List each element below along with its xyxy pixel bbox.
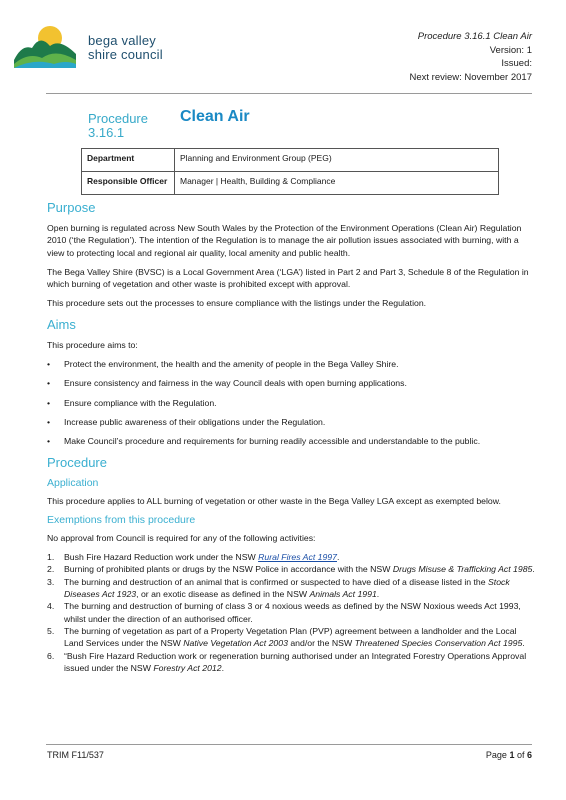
bullet-icon: • xyxy=(47,416,51,427)
bullet-icon: • xyxy=(47,397,51,408)
list-item: • Make Council’s procedure and requirements for burning readily accessible and understandable to the public. xyxy=(47,436,481,447)
council-wordmark xyxy=(88,34,163,62)
aims-list xyxy=(47,358,535,447)
info-table xyxy=(81,148,499,195)
bullet-icon: • xyxy=(47,378,51,389)
list-item: 6. “Bush Fire Hazard Reduction work or regeneration burning authorised under an Integrated Forestry Operations Approval issued under the NSW Forestry Act 2012. xyxy=(47,650,527,673)
table-key: Responsible Officer xyxy=(82,172,175,195)
table-key: Department xyxy=(82,149,175,172)
document-body xyxy=(47,200,535,674)
document-meta xyxy=(410,30,533,84)
list-item: • Protect the environment, the health and the amenity of people in the Bega Valley Shire. xyxy=(47,359,399,370)
rural-fires-act-link[interactable]: Rural Fires Act 1997 xyxy=(258,552,337,563)
exemptions-heading: Exemptions from this procedure xyxy=(47,513,196,526)
page-number: Page 1 of 6 xyxy=(485,750,532,760)
list-item: • Ensure compliance with the Regulation. xyxy=(47,397,217,408)
logo-line-2: shire council xyxy=(88,47,163,62)
page-title: Clean Air xyxy=(180,108,250,125)
doc-next-review: Next review: November 2017 xyxy=(409,71,532,83)
list-item: 3. The burning and destruction of an animal that is confirmed or suspected to have died of a disease listed in the Stock Diseases Act 1923, or an exotic disease as defined in the NSW Animals Act 1991. xyxy=(47,576,510,600)
procedure-heading: Procedure xyxy=(47,454,107,470)
council-logo xyxy=(14,24,76,68)
list-item: 5. The burning of vegetation as part of a Property Vegetation Plan (PVP) agreement between a landholder and the Local Land Services under the NSW Native Vegetation Act 2003 and/or the NSW Threatened Species Conservation Act 1995. xyxy=(47,625,525,649)
exemptions-intro: No approval from Council is required for any of the following activities: xyxy=(47,532,316,543)
procedure-label-line1: Procedure xyxy=(88,111,148,126)
bullet-icon: • xyxy=(47,359,51,370)
list-item: • Increase public awareness of their obligations under the Regulation. xyxy=(47,416,326,427)
procedure-label xyxy=(88,112,168,140)
trim-reference: TRIM F11/537 xyxy=(47,750,104,760)
application-heading: Application xyxy=(47,476,99,489)
exemptions-list xyxy=(47,551,535,674)
purpose-paragraph-1: Open burning is regulated across New South Wales by the Protection of the Environment Operations (Clean Air) Regulation 2010 (‘the Regulation’). The intention of the Regulation is to manage the air pollution issues associated with burning, with a view to protecting local and regional air quality, local amenity and public health. xyxy=(47,223,522,258)
table-row xyxy=(82,149,499,172)
aims-heading: Aims xyxy=(47,316,76,332)
logo-line-1: bega valley xyxy=(88,33,156,48)
purpose-paragraph-2: The Bega Valley Shire (BVSC) is a Local Government Area (‘LGA’) listed in Part 2 and Part 3, Schedule 8 of the Regulation in which burning of vegetation and other waste is prohibited except with approval. xyxy=(47,266,529,290)
list-item: 2. Burning of prohibited plants or drugs by the NSW Police in accordance with the NSW Drugs Misuse & Trafficking Act 1985. xyxy=(47,564,535,575)
doc-version: Version: 1 xyxy=(489,44,532,56)
application-text: This procedure applies to ALL burning of vegetation or other waste in the Bega Valley LGA except as exempted below. xyxy=(47,495,501,506)
aims-intro: This procedure aims to: xyxy=(47,339,138,350)
doc-issued: Issued: xyxy=(501,58,532,69)
list-item: 4. The burning and destruction of burning of class 3 or 4 noxious weeds as defined by the NSW Noxious weeds Act 1993, whilst under the direction of an authorised officer. xyxy=(47,601,521,624)
table-value: Planning and Environment Group (PEG) xyxy=(175,149,499,172)
table-value: Manager | Health, Building & Compliance xyxy=(175,172,499,195)
table-row xyxy=(82,172,499,195)
list-item: • Ensure consistency and fairness in the way Council deals with open burning applications. xyxy=(47,378,407,389)
header-divider xyxy=(46,93,532,94)
footer-divider xyxy=(46,744,532,745)
procedure-label-line2: 3.16.1 xyxy=(88,125,125,140)
list-item: 1. Bush Fire Hazard Reduction work under the NSW Rural Fires Act 1997. xyxy=(47,552,340,563)
purpose-heading: Purpose xyxy=(47,200,96,215)
doc-reference: Procedure 3.16.1 Clean Air xyxy=(417,31,532,42)
bullet-icon: • xyxy=(47,436,51,447)
purpose-paragraph-3: This procedure sets out the processes to ensure compliance with the listings under the Regulation. xyxy=(47,298,427,309)
